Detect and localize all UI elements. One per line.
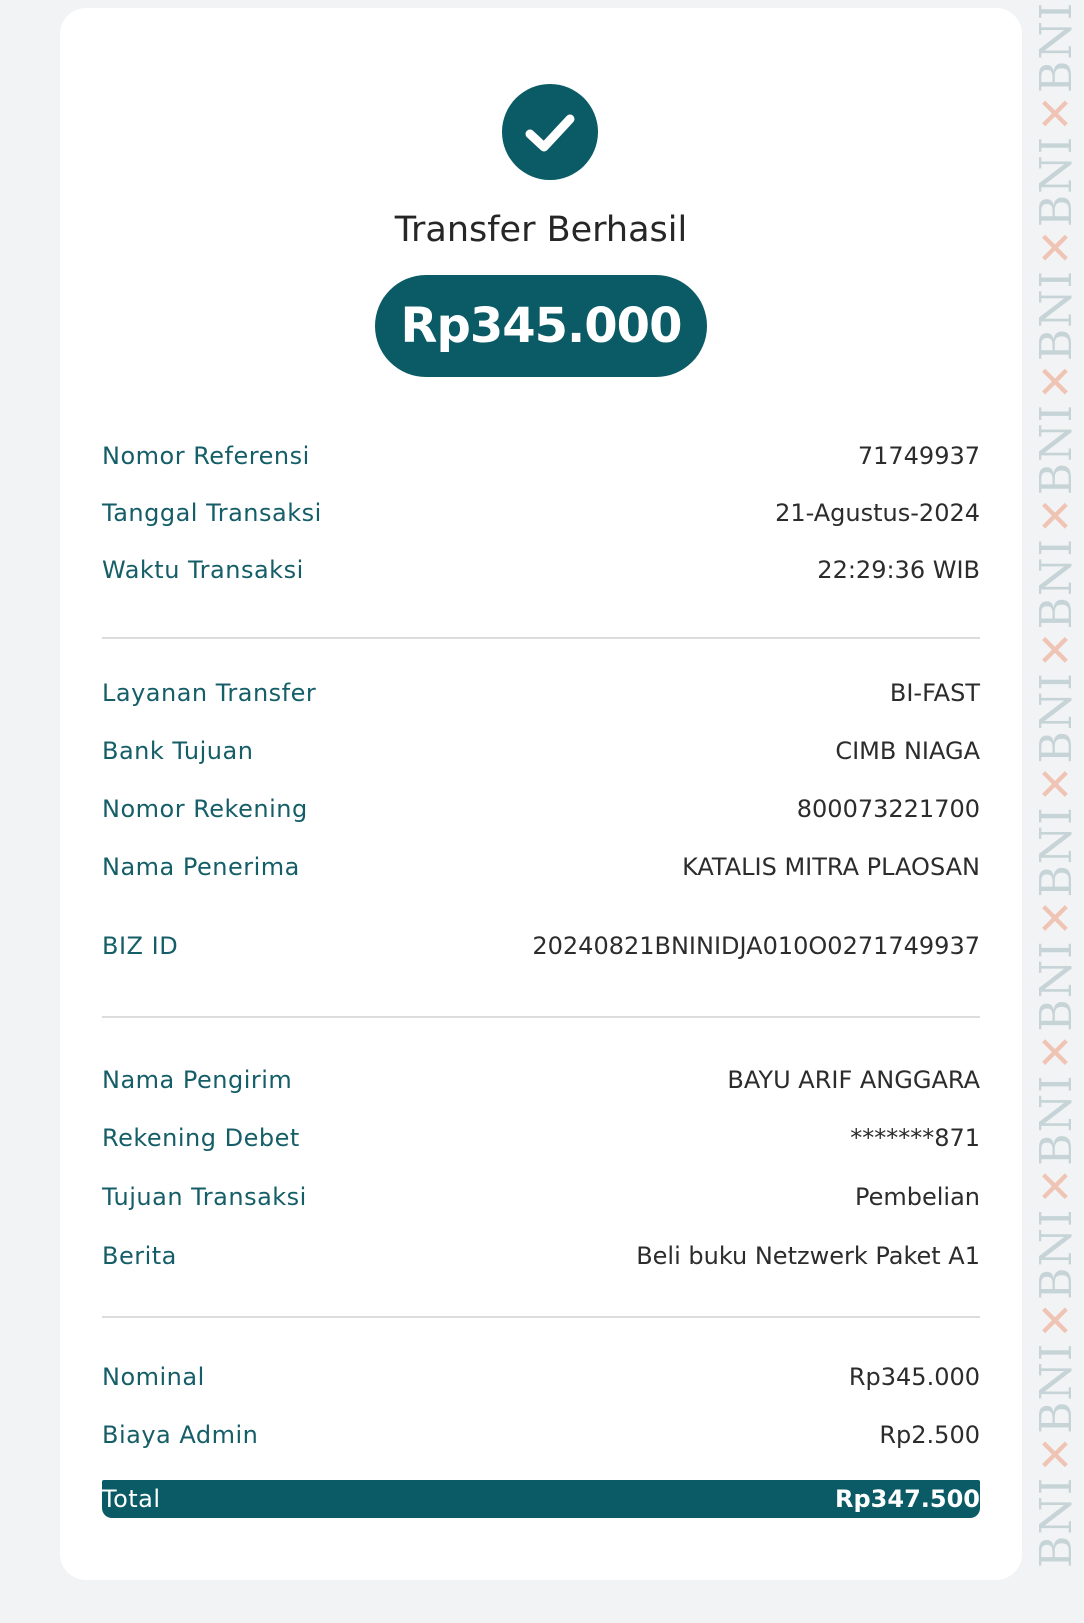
label-rekening-debet: Rekening Debet: [102, 1124, 300, 1152]
row-nomor-rekening: [102, 789, 980, 829]
label-waktu-transaksi: Waktu Transaksi: [102, 556, 304, 584]
value-biz-id: 20240821BNINIDJA010O0271749937: [532, 932, 980, 960]
row-rekening-debet: [102, 1118, 980, 1158]
row-tanggal-transaksi: [102, 493, 980, 533]
checkmark-icon: [502, 84, 598, 180]
divider: [102, 637, 980, 639]
row-tujuan-transaksi: [102, 1177, 980, 1217]
label-layanan-transfer: Layanan Transfer: [102, 679, 317, 707]
value-total: Rp347.500: [835, 1485, 980, 1513]
row-biz-id: [102, 926, 980, 966]
label-nama-pengirim: Nama Pengirim: [102, 1066, 293, 1094]
bni-watermark: BNI✕BNI✕BNI✕BNI✕BNI✕BNI✕BNI✕BNI✕BNI✕BNI✕BNI✕BNI: [1031, 1, 1082, 1568]
status-title: Transfer Berhasil: [394, 210, 688, 250]
row-biaya-admin: [102, 1415, 980, 1455]
label-tanggal-transaksi: Tanggal Transaksi: [102, 499, 322, 527]
row-berita: [102, 1236, 980, 1276]
value-berita: Beli buku Netzwerk Paket A1: [636, 1242, 980, 1270]
row-layanan-transfer: [102, 673, 980, 713]
label-nama-penerima: Nama Penerima: [102, 853, 300, 881]
value-nama-pengirim: BAYU ARIF ANGGARA: [727, 1066, 980, 1094]
transfer-amount-badge: Rp345.000: [375, 275, 707, 377]
label-biz-id: BIZ ID: [102, 932, 179, 960]
row-bank-tujuan: [102, 731, 980, 771]
label-berita: Berita: [102, 1242, 177, 1270]
total-row: [102, 1480, 980, 1518]
label-nomor-referensi: Nomor Referensi: [102, 442, 310, 470]
value-nomor-referensi: 71749937: [857, 442, 980, 470]
success-check-icon: [502, 84, 598, 180]
value-rekening-debet: *******871: [850, 1124, 980, 1152]
row-nominal: [102, 1357, 980, 1397]
label-biaya-admin: Biaya Admin: [102, 1421, 259, 1449]
value-waktu-transaksi: 22:29:36 WIB: [817, 556, 980, 584]
row-waktu-transaksi: [102, 550, 980, 590]
value-nama-penerima: KATALIS MITRA PLAOSAN: [682, 853, 980, 881]
label-nomor-rekening: Nomor Rekening: [102, 795, 308, 823]
divider: [102, 1316, 980, 1318]
row-nomor-referensi: [102, 436, 980, 476]
value-layanan-transfer: BI-FAST: [889, 679, 980, 707]
value-tujuan-transaksi: Pembelian: [854, 1183, 980, 1211]
row-nama-penerima: [102, 847, 980, 887]
label-nominal: Nominal: [102, 1363, 205, 1391]
value-nominal: Rp345.000: [848, 1363, 980, 1391]
row-nama-pengirim: [102, 1060, 980, 1100]
value-bank-tujuan: CIMB NIAGA: [835, 737, 980, 765]
divider: [102, 1016, 980, 1018]
value-biaya-admin: Rp2.500: [879, 1421, 980, 1449]
label-total: Total: [102, 1485, 161, 1513]
value-nomor-rekening: 800073221700: [796, 795, 980, 823]
value-tanggal-transaksi: 21-Agustus-2024: [775, 499, 980, 527]
label-bank-tujuan: Bank Tujuan: [102, 737, 254, 765]
label-tujuan-transaksi: Tujuan Transaksi: [102, 1183, 307, 1211]
